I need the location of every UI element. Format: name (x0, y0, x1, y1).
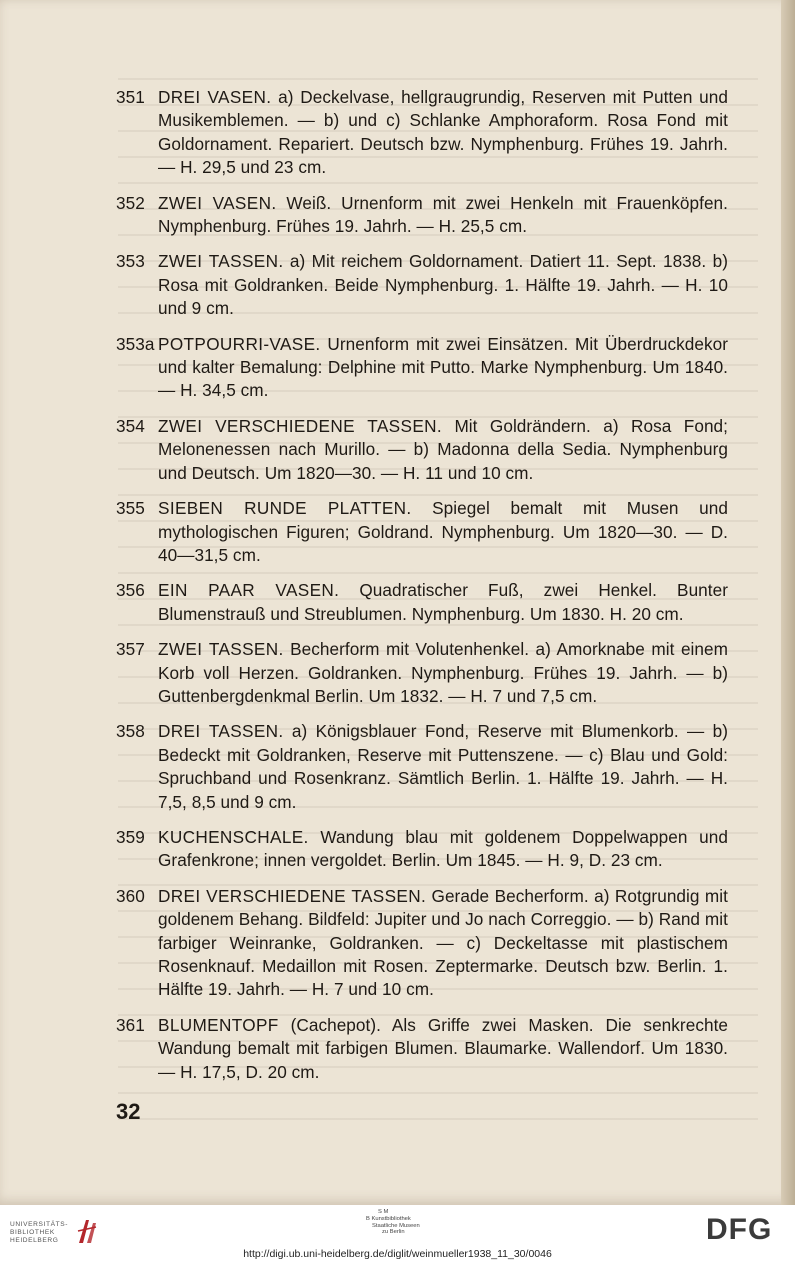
page-number: 32 (116, 1099, 141, 1124)
entry-title: DREI VASEN. (158, 87, 272, 107)
entry-number: 353a (116, 333, 155, 354)
source-url[interactable]: http://digi.ub.uni-heidelberg.de/diglit/weinmueller1938_11_30/0046 (243, 1248, 552, 1260)
catalog-entry (116, 1014, 728, 1084)
entry-number: 352 (116, 192, 145, 213)
catalog-entry (116, 885, 728, 1002)
entry-description: Spiegel bemalt mit Musen und mythologischen Figuren; Goldrand. Nymphenburg. Um 1820—30. — D. 40—31,5 cm. (158, 498, 728, 565)
kunstbibliothek-logo[interactable] (366, 1209, 456, 1249)
entry-title: KUCHENSCHALE. (158, 826, 309, 847)
partner-line: zu Berlin (382, 1229, 405, 1236)
entry-number: 354 (116, 415, 145, 436)
entry-number: 360 (116, 885, 145, 906)
entry-description: Quadratischer Fuß, zwei Henkel. Bunter Blumenstrauß und Streublumen. Nymphenburg. Um 1830. H. 20 cm. (158, 580, 729, 624)
heidelberg-library-logo[interactable] (8, 1215, 98, 1251)
entry-title: POTPOURRI-VASE. (158, 333, 321, 354)
entry-title: EIN PAAR VASEN. (158, 580, 340, 601)
entry-description: Wandung blau mit goldenem Doppelwappen und Grafenkrone; innen vergoldet. Berlin. Um 1845. — H. 9, D. 23 cm. (158, 826, 728, 871)
library-name-line: BIBLIOTHEK (10, 1229, 55, 1236)
page-edge (781, 0, 795, 1205)
catalog-entry (116, 333, 728, 403)
catalog-entry (116, 86, 728, 180)
library-mark-icon (76, 1217, 98, 1245)
dfg-logo[interactable] (706, 1213, 784, 1247)
viewer-footer (0, 1205, 795, 1263)
entry-description: Gerade Becherform. a) Rotgrundig mit goldenem Behang. Bildfeld: Jupiter und Jo nach Correggio. — b) Rand mit farbiger Weinranke, Goldranken. — c) Deckeltasse mit plastischem Rosenknauf. Medaillon mit Rosen. Zeptermarke. Deutsch bzw. Berlin. 1. Hälfte 19. Jahrh. — H. 7 und 10 cm. (158, 885, 728, 1000)
entry-description: Urnenform mit zwei Einsätzen. Mit Überdruckdekor und kalter Bemalung: Delphine mit Putto. Marke Nymphenburg. Um 1840. — H. 34,5 cm. (158, 333, 729, 401)
entry-number: 351 (116, 87, 145, 107)
catalog-entry (116, 826, 728, 873)
library-name-line: UNIVERSITÄTS- (10, 1221, 68, 1228)
catalog-entry-list (116, 86, 728, 1096)
entry-description: a) Königsblauer Fond, Reserve mit Blumenkorb. — b) Bedeckt mit Goldranken, Reserve mit Puttenszene. — c) Blau und Gold: Spruchband und Rosenkranz. Sämtlich Berlin. 1. Hälfte 19. Jahrh. — H. 7,5, 8,5 und 9 cm. (158, 721, 729, 812)
entry-description: Mit Goldrändern. a) Rosa Fond; Melonenessen nach Murillo. — b) Madonna della Sedia. Nymphenburg und Deutsch. Um 1820—30. — H. 11 und 10 cm. (158, 415, 728, 483)
entry-number: 357 (116, 639, 145, 660)
catalog-entry (116, 579, 728, 626)
entry-description: Becherform mit Volutenhenkel. a) Amorknabe mit einem Korb voll Herzen. Goldranken. Nymphenburg. Frühes 19. Jahrh. — b) Guttenbergdenkmal Berlin. Um 1832. — H. 7 und 7,5 cm. (158, 639, 729, 706)
entry-description: (Cachepot). Als Griffe zwei Masken. Die senkrechte Wandung bemalt mit farbigen Blumen. Blaumarke. Wallendorf. Um 1830. — H. 17,5, D. 20 cm. (158, 1014, 728, 1082)
entry-number: 359 (116, 826, 145, 847)
catalog-entry (116, 415, 728, 485)
entry-title: DREI TASSEN. (158, 721, 284, 742)
entry-number: 355 (116, 498, 145, 519)
entry-number: 353 (116, 251, 145, 272)
entry-number: 356 (116, 580, 145, 601)
entry-title: ZWEI VASEN. (158, 192, 277, 213)
partner-line: B Kunstbibliothek (366, 1215, 411, 1222)
entry-number: 358 (116, 721, 145, 742)
catalog-entry (116, 638, 728, 708)
entry-title: DREI VERSCHIEDENE TASSEN. (158, 885, 427, 906)
catalog-entry (116, 192, 728, 239)
catalog-entry (116, 720, 728, 814)
entry-title: ZWEI TASSEN. (158, 639, 284, 660)
catalog-entry (116, 250, 728, 320)
entry-title: BLUMENTOPF (158, 1014, 279, 1035)
partner-line: Staatliche Museen (372, 1222, 420, 1229)
library-name-line: HEIDELBERG (10, 1237, 59, 1244)
entry-number: 361 (116, 1014, 145, 1035)
entry-description: a) Deckelvase, hellgraugrundig, Reserven mit Putten und Musikemblemen. — b) und c) Schlanke Amphoraform. Rosa Fond mit Goldornament. Repariert. Deutsch bzw. Nymphenburg. Frühes 19. Jahrh. — H. 29,5 und 23 cm. (158, 87, 729, 178)
entry-title: SIEBEN RUNDE PLATTEN. (158, 498, 412, 519)
entry-title: ZWEI TASSEN. (158, 251, 284, 272)
catalog-entry (116, 497, 728, 567)
entry-description: a) Mit reichem Goldornament. Datiert 11. Sept. 1838. b) Rosa mit Goldranken. Beide Nymphenburg. 1. Hälfte 19. Jahrh. — H. 10 und 9 cm. (158, 251, 729, 319)
entry-title: ZWEI VERSCHIEDENE TASSEN. (158, 415, 443, 436)
entry-description: Weiß. Urnenform mit zwei Henkeln mit Frauenköpfen. Nymphenburg. Frühes 19. Jahrh. — H. 25,5 cm. (158, 192, 728, 237)
dfg-wordmark: DFG (706, 1213, 773, 1246)
partner-line: S M (378, 1209, 389, 1215)
